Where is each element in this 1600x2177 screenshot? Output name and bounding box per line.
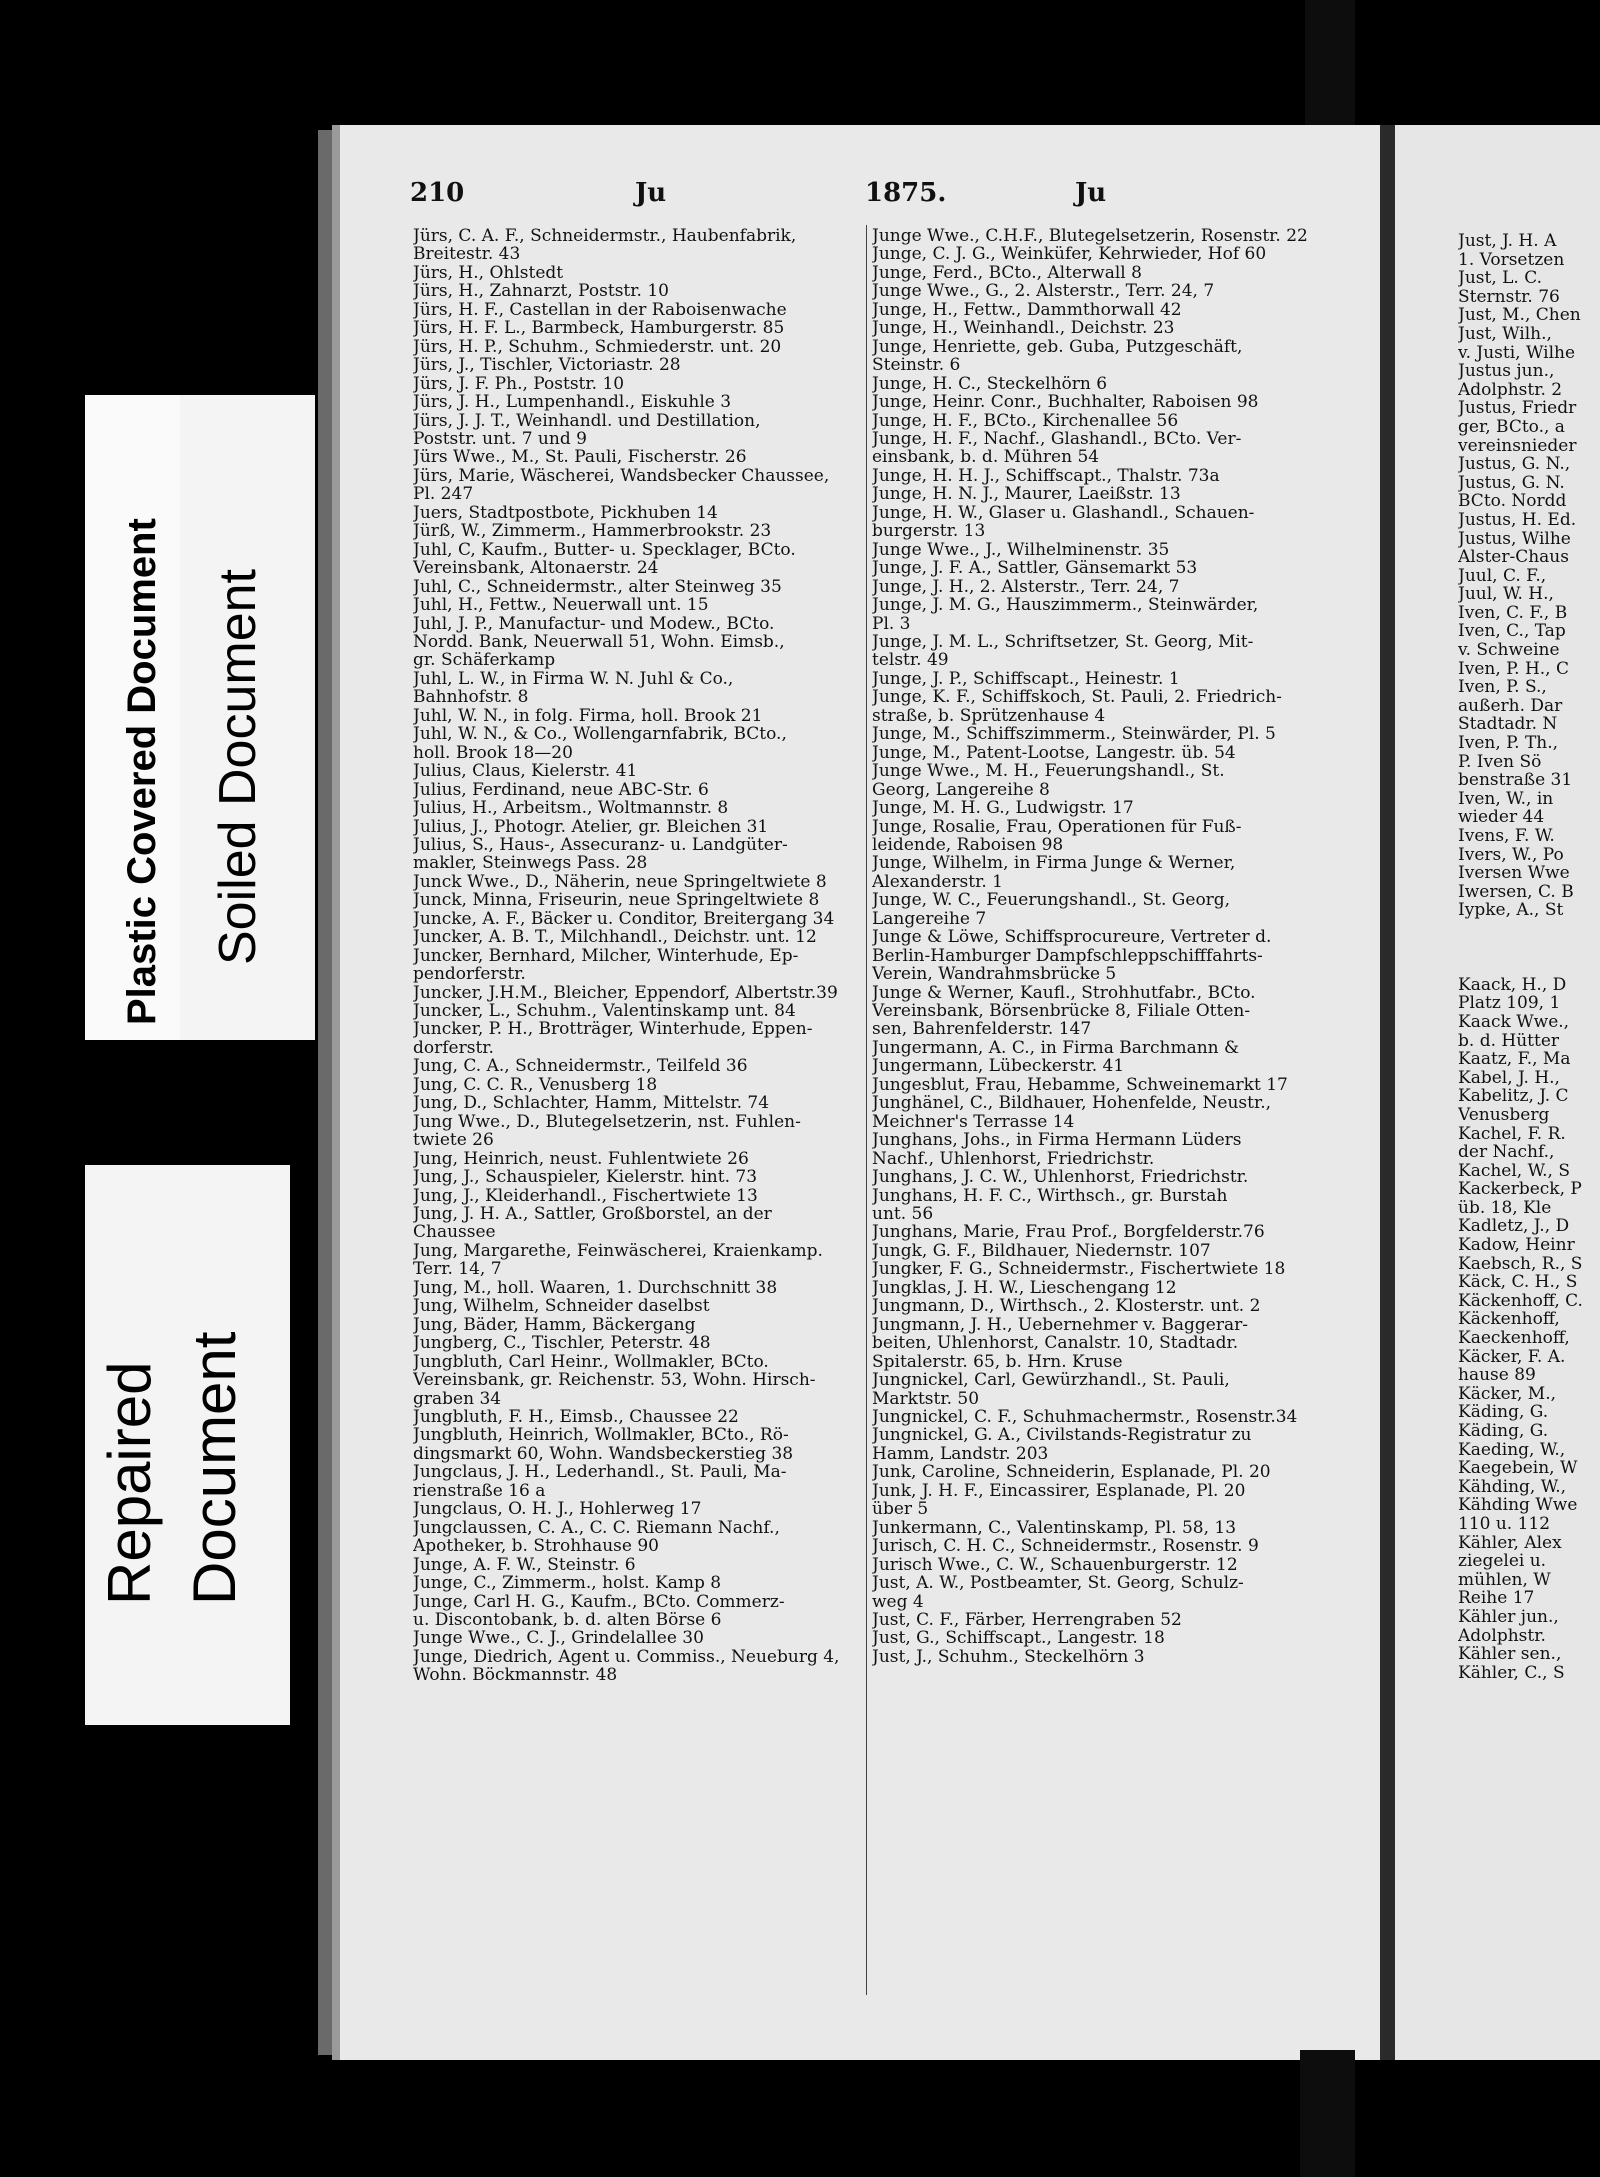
directory-entry: Junghans, J. C. W., Uhlenhorst, Friedrichstr. bbox=[872, 1167, 1249, 1188]
directory-entry: Kähler, C., S bbox=[1458, 1662, 1565, 1683]
directory-entry: Langereihe 7 bbox=[872, 908, 987, 929]
directory-entry: Käckenhoff, bbox=[1458, 1309, 1560, 1330]
directory-entry: Nordd. Bank, Neuerwall 51, Wohn. Eimsb., bbox=[413, 631, 785, 652]
directory-entry: Junghänel, C., Bildhauer, Hohenfelde, Neustr., bbox=[872, 1093, 1272, 1114]
directory-entry: Jung, J., Kleiderhandl., Fischertwiete 13 bbox=[413, 1185, 758, 1206]
directory-entry: dorferstr. bbox=[413, 1037, 494, 1058]
directory-entry: Julius, J., Photogr. Atelier, gr. Bleichen 31 bbox=[413, 816, 769, 837]
directory-entry: Berlin-Hamburger Dampfschleppschifffahrts- bbox=[872, 945, 1263, 966]
directory-entry: 110 u. 112 bbox=[1458, 1513, 1551, 1534]
directory-entry: Jung, Wilhelm, Schneider daselbst bbox=[413, 1296, 710, 1317]
directory-entry: Junge, H., Weinhandl., Deichstr. 23 bbox=[872, 318, 1175, 339]
directory-entry: Junge, H. N. J., Maurer, Laeißstr. 13 bbox=[872, 484, 1181, 505]
directory-entry: Verein, Wandrahmsbrücke 5 bbox=[872, 964, 1117, 985]
directory-entry: Jürs, C. A. F., Schneidermstr., Haubenfabrik, bbox=[413, 227, 797, 246]
directory-entry: unt. 56 bbox=[872, 1204, 934, 1225]
directory-entry: Käding, G. bbox=[1458, 1402, 1549, 1423]
directory-entry: Pl. 3 bbox=[872, 613, 911, 634]
directory-entry: Juncke, A. F., Bäcker u. Conditor, Breitergang 34 bbox=[413, 908, 835, 929]
directory-entry: Sternstr. 76 bbox=[1458, 286, 1560, 307]
directory-entry: Jung, C. C. R., Venusberg 18 bbox=[413, 1074, 658, 1095]
directory-entry: Just, G., Schiffscapt., Langestr. 18 bbox=[872, 1628, 1165, 1649]
directory-entry: Justus, G. N., bbox=[1458, 454, 1571, 475]
directory-entry: Kähler sen., bbox=[1458, 1644, 1562, 1665]
directory-entry: Jürs, J. F. Ph., Poststr. 10 bbox=[413, 373, 625, 394]
directory-entry: Juncker, A. B. T., Milchhandl., Deichstr. unt. 12 bbox=[413, 927, 817, 948]
directory-entry: Jürs, Marie, Wäscherei, Wandsbecker Chaussee, bbox=[413, 465, 830, 486]
directory-entry: Jungnickel, G. A., Civilstands-Registratur zu bbox=[872, 1425, 1252, 1446]
directory-entry: Chaussee bbox=[413, 1222, 496, 1243]
directory-entry: Jürs, H., Ohlstedt bbox=[413, 262, 564, 283]
directory-entry: Junge & Löwe, Schiffsprocureure, Vertreter d. bbox=[872, 927, 1272, 948]
directory-entry: graben 34 bbox=[413, 1388, 502, 1409]
directory-entry: Junge, W. C., Feuerungshandl., St. Georg, bbox=[872, 890, 1231, 911]
directory-entry: Jung, D., Schlachter, Hamm, Mittelstr. 74 bbox=[413, 1093, 770, 1114]
directory-entry: twiete 26 bbox=[413, 1130, 494, 1151]
page-number: 210 bbox=[410, 178, 465, 208]
directory-entry: Jungk, G. F., Bildhauer, Niedernstr. 107 bbox=[872, 1240, 1211, 1261]
directory-entry: Iven, W., in bbox=[1458, 788, 1554, 809]
directory-entry: Kähler, Alex bbox=[1458, 1532, 1562, 1553]
directory-entry: Iven, P. S., bbox=[1458, 677, 1547, 698]
directory-entry: Junghans, Johs., in Firma Hermann Lüders bbox=[872, 1130, 1242, 1151]
directory-entry: Jungclaus, O. H. J., Hohlerweg 17 bbox=[413, 1499, 702, 1520]
directory-entry: Jung, Margarethe, Feinwäscherei, Kraienkamp. bbox=[413, 1240, 823, 1261]
directory-entry: üb. 18, Kle bbox=[1458, 1197, 1552, 1218]
directory-entry: Junge, J. M. L., Schriftsetzer, St. Georg, Mit- bbox=[872, 631, 1254, 652]
directory-entry: Kachel, W., S bbox=[1458, 1160, 1570, 1181]
directory-entry: Kaack Wwe., bbox=[1458, 1011, 1570, 1032]
directory-entry: Jung Wwe., D., Blutegelsetzerin, nst. Fuhlen- bbox=[413, 1111, 801, 1132]
directory-entry: Juhl, C., Schneidermstr., alter Steinweg 35 bbox=[413, 576, 782, 597]
directory-entry: Vereinsbank, gr. Reichenstr. 53, Wohn. Hirsch- bbox=[413, 1370, 816, 1391]
header-catchword-left: Ju bbox=[635, 178, 667, 208]
directory-entry: Kaack, H., D bbox=[1458, 974, 1567, 995]
directory-entry: Junge, Diedrich, Agent u. Commiss., Neueburg 4, bbox=[413, 1646, 840, 1667]
directory-entry: Iversen Wwe bbox=[1458, 863, 1570, 884]
directory-entry: Iven, P. H., C bbox=[1458, 658, 1569, 679]
directory-entry: Junck Wwe., D., Näherin, neue Springeltwiete 8 bbox=[413, 871, 827, 892]
directory-entry: Julius, H., Arbeitsm., Woltmannstr. 8 bbox=[413, 798, 729, 819]
directory-entry: Kadletz, J., D bbox=[1458, 1216, 1570, 1237]
directory-entry: Juhl, W. N., & Co., Wollengarnfabrik, BCto., bbox=[413, 724, 787, 745]
directory-entry: Jürs, H. P., Schuhm., Schmiederstr. unt. 20 bbox=[413, 336, 782, 357]
directory-entry: Junge, K. F., Schiffskoch, St. Pauli, 2. Friedrich- bbox=[872, 687, 1282, 708]
directory-entry: Junge Wwe., C.H.F., Blutegelsetzerin, Rosenstr. 22 bbox=[872, 227, 1308, 246]
directory-entry: leidende, Raboisen 98 bbox=[872, 834, 1064, 855]
directory-entry: Jürs, H. F. L., Barmbeck, Hamburgerstr. 85 bbox=[413, 318, 785, 339]
directory-entry: Iypke, A., St bbox=[1458, 900, 1564, 921]
directory-entry: Jürs Wwe., M., St. Pauli, Fischerstr. 26 bbox=[413, 447, 747, 468]
directory-entry: Steinstr. 6 bbox=[872, 355, 961, 376]
directory-entry: Jürs, J. H., Lumpenhandl., Eiskuhle 3 bbox=[413, 392, 732, 413]
directory-entry: Stadtadr. N bbox=[1458, 714, 1558, 735]
directory-entry: Vereinsbank, Börsenbrücke 8, Filiale Otten- bbox=[872, 1001, 1251, 1022]
directory-entry: Jürß, W., Zimmerm., Hammerbrookstr. 23 bbox=[413, 521, 772, 542]
directory-entry: makler, Steinwegs Pass. 28 bbox=[413, 853, 648, 874]
directory-entry: Just, J. H. A bbox=[1458, 232, 1557, 251]
directory-entry: Junge, J. H., 2. Alsterstr., Terr. 24, 7 bbox=[872, 576, 1180, 597]
directory-entry: Iwersen, C. B bbox=[1458, 881, 1574, 902]
directory-entry: Terr. 14, 7 bbox=[413, 1259, 502, 1280]
directory-entry: Jung, M., holl. Waaren, 1. Durchschnitt 38 bbox=[413, 1277, 778, 1298]
directory-entry: Junge, J. F. A., Sattler, Gänsemarkt 53 bbox=[872, 558, 1198, 579]
directory-entry: Jürs, H. F., Castellan in der Raboisenwache bbox=[413, 299, 787, 320]
soiled-document-label: Soiled Document bbox=[209, 569, 267, 965]
directory-entry: über 5 bbox=[872, 1499, 929, 1520]
column-divider bbox=[866, 225, 867, 1995]
directory-entry: Käcker, F. A. bbox=[1458, 1346, 1566, 1367]
directory-entry: Junge, H., Fettw., Dammthorwall 42 bbox=[872, 299, 1182, 320]
page-header bbox=[410, 178, 1340, 218]
directory-entry: Junge Wwe., M. H., Feuerungshandl., St. bbox=[872, 761, 1225, 782]
directory-entry: Breitestr. 43 bbox=[413, 244, 521, 265]
directory-entry: Jungbluth, Heinrich, Wollmakler, BCto., Rö- bbox=[413, 1425, 789, 1446]
directory-entry: Juncker, J.H.M., Bleicher, Eppendorf, Albertstr.39 bbox=[413, 982, 838, 1003]
directory-entry: Junge, H. F., Nachf., Glashandl., BCto. Ver- bbox=[872, 428, 1242, 449]
directory-entry: Justus, H. Ed. bbox=[1458, 509, 1577, 530]
directory-entry: Käcker, M., bbox=[1458, 1383, 1556, 1404]
directory-entry: Junge, Wilhelm, in Firma Junge & Werner, bbox=[872, 853, 1236, 874]
directory-entry: Justus, Wilhe bbox=[1458, 528, 1571, 549]
directory-entry: Kähler jun., bbox=[1458, 1606, 1559, 1627]
directory-entry: Juhl, H., Fettw., Neuerwall unt. 15 bbox=[413, 595, 709, 616]
directory-entry: Kabel, J. H., bbox=[1458, 1067, 1560, 1088]
directory-entry: Junge, A. F. W., Steinstr. 6 bbox=[413, 1554, 636, 1575]
directory-entry: Juhl, C, Kaufm., Butter- u. Specklager, BCto. bbox=[413, 539, 796, 560]
directory-entry: Iven, C. F., B bbox=[1458, 602, 1568, 623]
directory-entry: Just, J., Schuhm., Steckelhörn 3 bbox=[872, 1646, 1145, 1667]
directory-entry: hause 89 bbox=[1458, 1365, 1536, 1386]
directory-entry: Juul, W. H., bbox=[1458, 584, 1554, 605]
directory-entry: Jürs, H., Zahnarzt, Poststr. 10 bbox=[413, 281, 669, 302]
directory-entry: sen, Bahrenfelderstr. 147 bbox=[872, 1019, 1092, 1040]
directory-entry: Jungclaussen, C. A., C. C. Riemann Nachf., bbox=[413, 1517, 780, 1538]
directory-entry: Junge, Heinr. Conr., Buchhalter, Raboisen 98 bbox=[872, 392, 1259, 413]
directory-entry: Bahnhofstr. 8 bbox=[413, 687, 529, 708]
directory-entry: Junge, H. C., Steckelhörn 6 bbox=[872, 373, 1108, 394]
directory-entry: Juers, Stadtpostbote, Pickhuben 14 bbox=[413, 502, 718, 523]
directory-column-3 bbox=[1458, 232, 1600, 1682]
directory-entry: BCto. Nordd bbox=[1458, 491, 1567, 512]
directory-entry: Iven, C., Tap bbox=[1458, 621, 1566, 642]
directory-entry: Jungbluth, Carl Heinr., Wollmakler, BCto. bbox=[413, 1351, 769, 1372]
directory-entry: Jung, J., Schauspieler, Kielerstr. hint. 73 bbox=[413, 1167, 758, 1188]
directory-entry: Junge, Henriette, geb. Guba, Putzgeschäft, bbox=[872, 336, 1243, 357]
directory-entry: Just, A. W., Postbeamter, St. Georg, Schulz- bbox=[872, 1573, 1244, 1594]
directory-entry: Junge, C. J. G., Weinküfer, Kehrwieder, Hof 60 bbox=[872, 244, 1267, 265]
directory-entry: Junge, H. H. J., Schiffscapt., Thalstr. 73a bbox=[872, 465, 1220, 486]
directory-entry: Junghans, H. F. C., Wirthsch., gr. Burstah bbox=[872, 1185, 1228, 1206]
directory-entry: Kaeckenhoff, bbox=[1458, 1328, 1570, 1349]
directory-entry: Adolphstr. 2 bbox=[1458, 379, 1563, 400]
directory-entry: Kähding, W., bbox=[1458, 1476, 1567, 1497]
directory-entry: wieder 44 bbox=[1458, 807, 1545, 828]
directory-entry: Marktstr. 50 bbox=[872, 1388, 980, 1409]
directory-entry: Jung, J. H. A., Sattler, Großborstel, an der bbox=[413, 1204, 772, 1225]
directory-entry: Juncker, L., Schuhm., Valentinskamp unt. 84 bbox=[413, 1001, 796, 1022]
directory-entry: Just, C. F., Färber, Herrengraben 52 bbox=[872, 1609, 1182, 1630]
directory-entry: Justus, G. N. bbox=[1458, 472, 1565, 493]
directory-entry: v. Justi, Wilhe bbox=[1458, 342, 1576, 363]
directory-entry: Junge Wwe., G., 2. Alsterstr., Terr. 24, 7 bbox=[872, 281, 1215, 302]
directory-entry: Adolphstr. bbox=[1458, 1625, 1546, 1646]
directory-entry: Poststr. unt. 7 und 9 bbox=[413, 428, 587, 449]
directory-entry: b. d. Hütter bbox=[1458, 1030, 1560, 1051]
directory-entry: Just, M., Chen bbox=[1458, 305, 1581, 326]
directory-entry: Junge, H. W., Glaser u. Glashandl., Schauen- bbox=[872, 502, 1255, 523]
directory-entry: Julius, S., Haus-, Assecuranz- u. Landgüter- bbox=[413, 834, 788, 855]
directory-entry: Justus jun., bbox=[1458, 361, 1555, 382]
directory-entry: Jürs, J. J. T., Weinhandl. und Destillation, bbox=[413, 410, 761, 431]
directory-entry: Wohn. Böckmannstr. 48 bbox=[413, 1665, 618, 1685]
directory-column-2 bbox=[872, 227, 1322, 1666]
directory-entry: Just, L. C. bbox=[1458, 268, 1543, 289]
directory-entry: Spitalerstr. 65, b. Hrn. Kruse bbox=[872, 1351, 1123, 1372]
directory-entry: Kabelitz, J. C bbox=[1458, 1086, 1569, 1107]
directory-entry: vereinsnieder bbox=[1458, 435, 1577, 456]
directory-entry: Junghans, Marie, Frau Prof., Borgfelderstr.76 bbox=[872, 1222, 1265, 1243]
directory-entry: Kackerbeck, P bbox=[1458, 1179, 1582, 1200]
directory-entry: Jung, C. A., Schneidermstr., Teilfeld 36 bbox=[413, 1056, 748, 1077]
directory-entry: P. Iven Sö bbox=[1458, 751, 1542, 772]
binding-strap-top bbox=[1305, 0, 1355, 130]
directory-entry: Jürs, J., Tischler, Victoriastr. 28 bbox=[413, 355, 681, 376]
directory-entry: telstr. 49 bbox=[872, 650, 949, 671]
directory-entry: Jungermann, Lübeckerstr. 41 bbox=[872, 1056, 1125, 1077]
directory-entry: Iven, P. Th., bbox=[1458, 733, 1559, 754]
header-year: 1875. bbox=[865, 178, 947, 208]
directory-entry: ger, BCto., a bbox=[1458, 416, 1565, 437]
directory-entry: der Nachf., bbox=[1458, 1142, 1555, 1163]
directory-entry: Vereinsbank, Altonaerstr. 24 bbox=[413, 558, 659, 579]
directory-entry: Junck, Minna, Friseurin, neue Springeltwiete 8 bbox=[413, 890, 820, 911]
directory-column-1 bbox=[413, 227, 863, 1685]
directory-entry: v. Schweine bbox=[1458, 640, 1560, 661]
directory-entry: Jungmann, J. H., Uebernehmer v. Baggerar- bbox=[872, 1314, 1249, 1335]
directory-entry: Reihe 17 bbox=[1458, 1588, 1535, 1609]
directory-entry: straße, b. Sprützenhause 4 bbox=[872, 705, 1106, 726]
directory-entry: rienstraße 16 a bbox=[413, 1480, 546, 1501]
directory-entry: Junge Wwe., J., Wilhelminenstr. 35 bbox=[872, 539, 1170, 560]
directory-entry: Platz 109, 1 bbox=[1458, 993, 1561, 1014]
binding-strap-bottom bbox=[1300, 2050, 1355, 2177]
directory-entry bbox=[1458, 957, 1600, 976]
plastic-covered-label: Plastic Covered Document bbox=[120, 518, 164, 1025]
directory-entry bbox=[1458, 920, 1600, 939]
directory-entry: Juul, C. F., bbox=[1458, 565, 1547, 586]
directory-entry: Apotheker, b. Strohhause 90 bbox=[413, 1536, 659, 1557]
directory-entry: Jurisch, C. H. C., Schneidermstr., Rosenstr. 9 bbox=[872, 1536, 1259, 1557]
directory-entry: Junge, M., Schiffszimmerm., Steinwärder, Pl. 5 bbox=[872, 724, 1276, 745]
directory-entry: Kähding Wwe bbox=[1458, 1495, 1578, 1516]
directory-entry: Juhl, L. W., in Firma W. N. Juhl & Co., bbox=[413, 668, 734, 689]
directory-entry bbox=[1458, 939, 1600, 958]
directory-entry: außerh. Dar bbox=[1458, 695, 1563, 716]
directory-entry: beiten, Uhlenhorst, Canalstr. 10, Stadtadr. bbox=[872, 1333, 1239, 1354]
directory-entry: Jungberg, C., Tischler, Peterstr. 48 bbox=[413, 1333, 711, 1354]
directory-entry: Justus, Friedr bbox=[1458, 398, 1577, 419]
directory-entry: Käding, G. bbox=[1458, 1421, 1549, 1441]
directory-entry: Junge, Ferd., BCto., Alterwall 8 bbox=[872, 262, 1142, 283]
directory-entry: Käckenhoff, C. bbox=[1458, 1290, 1583, 1311]
directory-entry: Juncker, P. H., Brotträger, Winterhude, Eppen- bbox=[413, 1019, 813, 1040]
directory-entry: Venusberg bbox=[1458, 1104, 1550, 1125]
directory-entry: Julius, Claus, Kielerstr. 41 bbox=[413, 761, 638, 782]
directory-entry: u. Discontobank, b. d. alten Börse 6 bbox=[413, 1609, 722, 1630]
directory-entry: Junge, M., Patent-Lootse, Langestr. üb. 54 bbox=[872, 742, 1236, 763]
directory-entry: Junge & Werner, Kaufl., Strohhutfabr., BCto. bbox=[872, 982, 1256, 1003]
directory-entry: Jung, Bäder, Hamm, Bäckergang bbox=[413, 1314, 696, 1335]
directory-entry: Junge, Carl H. G., Kaufm., BCto. Commerz- bbox=[413, 1591, 785, 1612]
directory-entry: Alexanderstr. 1 bbox=[872, 871, 1003, 892]
directory-entry: Jungnickel, C. F., Schuhmachermstr., Rosenstr.34 bbox=[872, 1407, 1298, 1427]
directory-entry: Junk, J. H. F., Eincassirer, Esplanade, Pl. 20 bbox=[872, 1480, 1246, 1501]
directory-entry: 1. Vorsetzen bbox=[1458, 249, 1565, 270]
directory-entry: Kaatz, F., Ma bbox=[1458, 1049, 1571, 1070]
repaired-label-line1: Repaired bbox=[96, 1361, 163, 1605]
directory-entry: Kachel, F. R. bbox=[1458, 1123, 1566, 1144]
directory-entry: Alster-Chaus bbox=[1458, 547, 1569, 568]
directory-entry: pendorferstr. bbox=[413, 964, 526, 985]
directory-entry: Jungmann, D., Wirthsch., 2. Klosterstr. unt. 2 bbox=[872, 1296, 1261, 1317]
directory-entry: Jungclaus, J. H., Lederhandl., St. Pauli, Ma- bbox=[413, 1462, 787, 1483]
directory-entry: Junge, C., Zimmerm., holst. Kamp 8 bbox=[413, 1573, 722, 1594]
directory-entry: Junge, J. M. G., Hauszimmerm., Steinwärder, bbox=[872, 595, 1259, 616]
directory-entry: Jungesblut, Frau, Hebamme, Schweinemarkt 17 bbox=[872, 1074, 1288, 1095]
directory-entry: Pl. 247 bbox=[413, 484, 474, 505]
repaired-label-line2: Document bbox=[181, 1331, 248, 1605]
directory-entry: mühlen, W bbox=[1458, 1569, 1551, 1590]
directory-entry: Nachf., Uhlenhorst, Friedrichstr. bbox=[872, 1148, 1155, 1169]
directory-entry: Ivers, W., Po bbox=[1458, 844, 1564, 865]
directory-entry: Georg, Langereihe 8 bbox=[872, 779, 1050, 800]
directory-entry: Jungbluth, F. H., Eimsb., Chaussee 22 bbox=[413, 1407, 739, 1427]
directory-entry: Kadow, Heinr bbox=[1458, 1235, 1575, 1256]
directory-entry: einsbank, b. d. Mühren 54 bbox=[872, 447, 1100, 468]
directory-entry: Jungnickel, Carl, Gewürzhandl., St. Pauli, bbox=[872, 1370, 1230, 1391]
book-spine bbox=[318, 130, 332, 2055]
directory-entry: Just, Wilh., bbox=[1458, 323, 1552, 344]
directory-entry: Juhl, W. N., in folg. Firma, holl. Brook 21 bbox=[413, 705, 763, 726]
directory-entry: Juhl, J. P., Manufactur- und Modew., BCto. bbox=[413, 613, 775, 634]
directory-entry: Junkermann, C., Valentinskamp, Pl. 58, 13 bbox=[872, 1517, 1237, 1538]
directory-entry: Kaeding, W., bbox=[1458, 1439, 1566, 1460]
directory-entry: Ivens, F. W. bbox=[1458, 826, 1555, 846]
directory-entry: Julius, Ferdinand, neue ABC-Str. 6 bbox=[413, 779, 709, 800]
directory-entry: ziegelei u. bbox=[1458, 1551, 1547, 1572]
directory-entry: burgerstr. 13 bbox=[872, 521, 986, 542]
directory-entry: Jurisch Wwe., C. W., Schauenburgerstr. 12 bbox=[872, 1554, 1238, 1575]
directory-entry: holl. Brook 18—20 bbox=[413, 742, 573, 763]
directory-entry: Juncker, Bernhard, Milcher, Winterhude, Ep- bbox=[413, 945, 799, 966]
directory-entry: Jungklas, J. H. W., Lieschengang 12 bbox=[872, 1277, 1177, 1298]
directory-entry: Kaegebein, W bbox=[1458, 1458, 1578, 1479]
page-gutter bbox=[1380, 125, 1395, 2060]
directory-entry: Junge, M. H. G., Ludwigstr. 17 bbox=[872, 798, 1134, 819]
directory-entry: weg 4 bbox=[872, 1591, 924, 1612]
directory-entry: Käck, C. H., S bbox=[1458, 1272, 1578, 1293]
directory-entry: Jungermann, A. C., in Firma Barchmann & bbox=[872, 1037, 1240, 1058]
directory-entry: Junge, J. P., Schiffscapt., Heinestr. 1 bbox=[872, 668, 1180, 689]
directory-entry: Jungker, F. G., Schneidermstr., Fischertwiete 18 bbox=[872, 1259, 1286, 1280]
directory-entry: Junk, Caroline, Schneiderin, Esplanade, Pl. 20 bbox=[872, 1462, 1271, 1483]
directory-entry: benstraße 31 bbox=[1458, 770, 1573, 791]
directory-entry: Kaebsch, R., S bbox=[1458, 1253, 1583, 1274]
directory-entry: gr. Schäferkamp bbox=[413, 650, 556, 671]
directory-entry: Junge Wwe., C. J., Grindelallee 30 bbox=[413, 1628, 704, 1649]
directory-entry: Meichner's Terrasse 14 bbox=[872, 1111, 1075, 1132]
header-catchword-right: Ju bbox=[1075, 178, 1107, 208]
directory-entry: Jung, Heinrich, neust. Fuhlentwiete 26 bbox=[413, 1148, 749, 1169]
directory-entry: Hamm, Landstr. 203 bbox=[872, 1443, 1049, 1464]
directory-entry: Junge, Rosalie, Frau, Operationen für Fuß- bbox=[872, 816, 1242, 837]
directory-entry: dingsmarkt 60, Wohn. Wandsbeckerstieg 38 bbox=[413, 1443, 794, 1464]
directory-entry: Junge, H. F., BCto., Kirchenallee 56 bbox=[872, 410, 1179, 431]
